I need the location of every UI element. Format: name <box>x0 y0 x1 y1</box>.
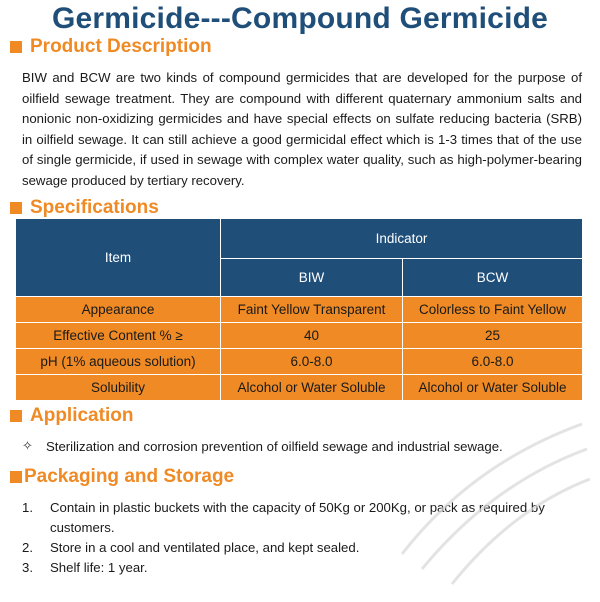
section-heading-product-description <box>10 36 212 58</box>
section-heading-application <box>10 405 133 427</box>
packaging-list <box>22 498 587 578</box>
cell-biw: 6.0-8.0 <box>221 349 403 375</box>
cell-item: Solubility <box>16 375 221 401</box>
heading-square-icon <box>10 41 22 53</box>
cell-item: Effective Content % ≥ <box>16 323 221 349</box>
list-number: 2. <box>22 540 33 555</box>
diamond-star-bullet-icon: ✧ <box>22 438 33 453</box>
list-text: Store in a cool and ventilated place, and kept sealed. <box>50 540 360 555</box>
heading-square-icon <box>10 410 22 422</box>
heading-label: Packaging and Storage <box>24 466 235 487</box>
table-row <box>16 323 583 349</box>
application-text: Sterilization and corrosion prevention of oilfield sewage and industrial sewage. <box>46 438 503 454</box>
cell-bcw: 25 <box>403 323 583 349</box>
header-indicator: Indicator <box>221 219 583 259</box>
table-row <box>16 375 583 401</box>
table-row <box>16 349 583 375</box>
header-bcw: BCW <box>403 259 583 297</box>
specifications-table <box>15 218 583 401</box>
page-title: Germicide---Compound Germicide <box>51 2 549 35</box>
list-text: Contain in plastic buckets with the capacity of 50Kg or 200Kg, or pack as required by customers. <box>50 500 545 535</box>
cell-bcw: Colorless to Faint Yellow <box>403 297 583 323</box>
cell-biw: Alcohol or Water Soluble <box>221 375 403 401</box>
cell-biw: Faint Yellow Transparent <box>221 297 403 323</box>
heading-square-icon <box>10 202 22 214</box>
cell-bcw: Alcohol or Water Soluble <box>403 375 583 401</box>
cell-item: Appearance <box>16 297 221 323</box>
heading-square-icon <box>10 471 22 483</box>
list-item <box>22 558 587 578</box>
table-row <box>16 297 583 323</box>
heading-label: Product Description <box>30 36 212 57</box>
header-item: Item <box>16 219 221 297</box>
list-number: 3. <box>22 560 33 575</box>
heading-label: Specifications <box>30 197 159 218</box>
list-item <box>22 538 587 558</box>
product-description-text: BIW and BCW are two kinds of compound germicides that are developed for the purpose of oilfield sewage treatment. They are compound with different quaternary ammonium salts and nonionic non-oxidizing germicides and have special effects on sulfate reducing bacteria (SRB) in oilfield sewage. It can still achieve a good germicidal effect which is 1-3 times that of the use of single germicide, if used in sewage with complex water quality, such as high-polymer-bearing sewage produced by tertiary recovery. <box>22 70 582 188</box>
list-item <box>22 498 587 538</box>
section-heading-specifications <box>10 197 159 219</box>
cell-biw: 40 <box>221 323 403 349</box>
cell-item: pH (1% aqueous solution) <box>16 349 221 375</box>
application-item <box>22 438 503 454</box>
header-biw: BIW <box>221 259 403 297</box>
list-text: Shelf life: 1 year. <box>50 560 148 575</box>
cell-bcw: 6.0-8.0 <box>403 349 583 375</box>
list-number: 1. <box>22 500 33 515</box>
section-heading-packaging <box>10 466 234 488</box>
heading-label: Application <box>30 405 134 426</box>
